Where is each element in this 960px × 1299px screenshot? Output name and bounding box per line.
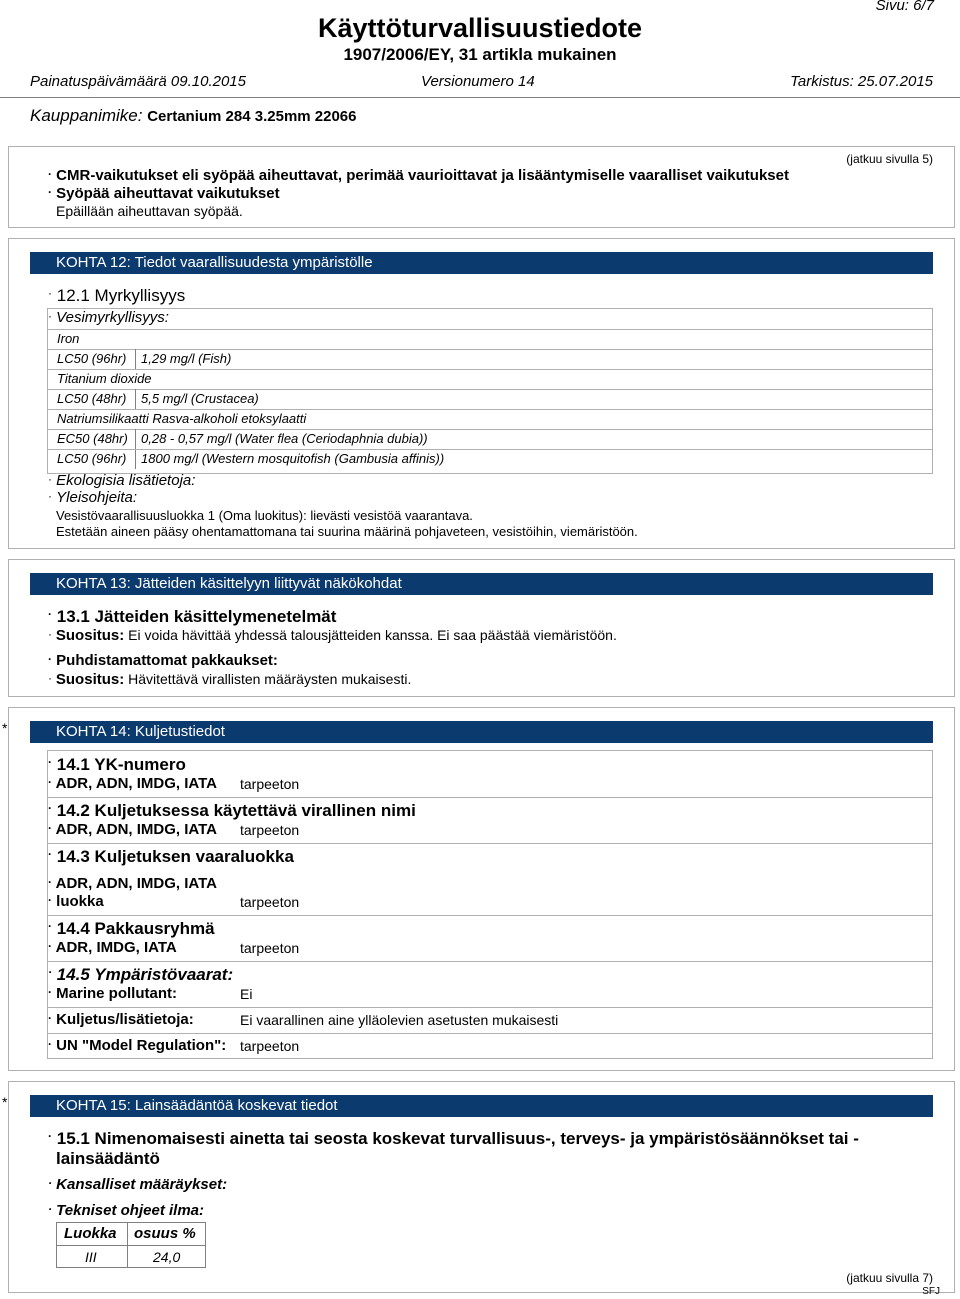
substance-silicate: Natriumsilikaatti Rasva-alkoholi etoksylaatti bbox=[57, 411, 307, 426]
page-number: Sivu: 6/7 bbox=[875, 0, 934, 14]
carcinogenic-text: Epäillään aiheuttavan syöpää. bbox=[56, 203, 243, 219]
un-number-heading: · 14.1 YK-numero bbox=[48, 755, 186, 774]
air-table-cell-class: III bbox=[85, 1249, 97, 1265]
continued-on-note: (jatkuu sivulla 7) bbox=[846, 1271, 933, 1285]
version-number: Versionumero 14 bbox=[421, 73, 535, 90]
hazard-class-value: tarpeeton bbox=[240, 894, 300, 910]
tox-line-1 bbox=[47, 329, 933, 330]
shipping-name-value: tarpeeton bbox=[240, 822, 300, 838]
un-number-value: tarpeeton bbox=[240, 776, 300, 792]
transport-info-value: Ei vaarallinen aine ylläolevien asetusten mukaisesti bbox=[240, 1012, 559, 1028]
transport-line-5 bbox=[47, 1007, 933, 1008]
hazard-class-heading: · 14.3 Kuljetuksen vaaraluokka bbox=[48, 847, 294, 866]
marine-pollutant-value: Ei bbox=[240, 986, 253, 1002]
packing-group-modes: · ADR, IMDG, IATA bbox=[48, 939, 177, 956]
unclean-packaging-heading: · Puhdistamattomat pakkaukset: bbox=[48, 652, 278, 669]
waste-methods-heading: · 13.1 Jätteiden käsittelymenetelmät bbox=[48, 607, 337, 626]
general-note-1: Vesistövaarallisuusluokka 1 (Oma luokitus): lievästi vesistöä vaarantava. bbox=[56, 508, 473, 523]
titanium-value: 5,5 mg/l (Crustacea) bbox=[141, 391, 259, 406]
trade-name-label: Kauppanimike: bbox=[30, 106, 143, 125]
footer-code: SFJ bbox=[922, 1286, 940, 1297]
continued-from-note: (jatkuu sivulla 5) bbox=[846, 152, 933, 166]
silicate-key-2: LC50 (96hr) bbox=[57, 451, 127, 466]
tox-line-4 bbox=[47, 389, 933, 390]
aquatic-toxicity-heading: · Vesimyrkyllisyys: bbox=[48, 309, 169, 326]
section15-change-marker: * bbox=[2, 1094, 8, 1110]
trade-name-value: Certanium 284 3.25mm 22066 bbox=[147, 108, 357, 125]
section13-title: KOHTA 13: Jätteiden käsittelyyn liittyvät näkökohdat bbox=[30, 573, 933, 595]
hazard-class-label: · luokka bbox=[48, 893, 104, 910]
air-table-vline bbox=[127, 1222, 128, 1268]
tox-line-5 bbox=[47, 409, 933, 410]
transport-line-6 bbox=[47, 1033, 933, 1034]
document-subtitle: 1907/2006/EY, 31 artikla mukainen bbox=[343, 45, 617, 64]
air-table-hline bbox=[56, 1245, 206, 1246]
air-table-cell-share: 24,0 bbox=[153, 1249, 181, 1265]
substance-titanium: Titanium dioxide bbox=[57, 371, 152, 386]
document-title: Käyttöturvallisuustiedote bbox=[317, 13, 643, 43]
un-model-regulation-label: · UN "Model Regulation": bbox=[48, 1037, 227, 1054]
national-regulations-heading: · Kansalliset määräykset: bbox=[48, 1176, 228, 1193]
transport-info-label: · Kuljetus/lisätietoja: bbox=[48, 1011, 194, 1028]
titanium-divider bbox=[135, 389, 136, 409]
tox-line-2 bbox=[47, 349, 933, 350]
tox-line-6 bbox=[47, 429, 933, 430]
packing-group-value: tarpeeton bbox=[240, 940, 300, 956]
air-table-header-class: Luokka bbox=[64, 1225, 117, 1242]
iron-value: 1,29 mg/l (Fish) bbox=[141, 351, 232, 366]
regulations-heading-line2: lainsäädäntö bbox=[56, 1149, 160, 1168]
transport-line-1 bbox=[47, 797, 933, 798]
shipping-name-modes: · ADR, ADN, IMDG, IATA bbox=[48, 821, 217, 838]
recommendation-1: · Suositus: Ei voida hävittää yhdessä talousjätteiden kanssa. Ei saa päästää viemäristöön. bbox=[48, 627, 617, 644]
marine-pollutant-label: · Marine pollutant: bbox=[48, 985, 177, 1002]
cmr-effects-heading: · CMR-vaikutukset eli syöpää aiheuttavat, perimää vaurioittavat ja lisääntymiselle vaaralliset vaikutukset bbox=[48, 167, 789, 184]
packing-group-heading: · 14.4 Pakkausryhmä bbox=[48, 919, 215, 938]
iron-divider bbox=[135, 349, 136, 369]
iron-key: LC50 (96hr) bbox=[57, 351, 127, 366]
tox-line-3 bbox=[47, 369, 933, 370]
titanium-key: LC50 (48hr) bbox=[57, 391, 127, 406]
section14-title: KOHTA 14: Kuljetustiedot bbox=[30, 721, 933, 743]
general-notes-heading: · Yleisohjeita: bbox=[48, 489, 138, 506]
silicate-value-1: 0,28 - 0,57 mg/l (Water flea (Ceriodaphnia dubia)) bbox=[141, 431, 428, 446]
transport-line-2 bbox=[47, 843, 933, 844]
print-date: Painatuspäivämäärä 09.10.2015 bbox=[30, 73, 246, 90]
transport-line-4 bbox=[47, 961, 933, 962]
silicate-key-1: EC50 (48hr) bbox=[57, 431, 128, 446]
section15-title: KOHTA 15: Lainsäädäntöä koskevat tiedot bbox=[30, 1095, 933, 1117]
technical-air-heading: · Tekniset ohjeet ilma: bbox=[48, 1202, 204, 1219]
un-model-regulation-value: tarpeeton bbox=[240, 1038, 300, 1054]
recommendation-2: · Suositus: Hävitettävä virallisten määräysten mukaisesti. bbox=[48, 671, 412, 688]
substance-iron: Iron bbox=[57, 331, 80, 346]
hazard-class-modes: · ADR, ADN, IMDG, IATA bbox=[48, 875, 217, 892]
section14-change-marker: * bbox=[2, 720, 8, 736]
transport-line-3 bbox=[47, 915, 933, 916]
env-hazards-heading: · 14.5 Ympäristövaarat: bbox=[48, 965, 234, 984]
tox-line-7 bbox=[47, 449, 933, 450]
header-divider bbox=[0, 97, 960, 98]
regulations-heading-line1: · 15.1 Nimenomaisesti ainetta tai seosta koskevat turvallisuus-, terveys- ja ympäristösäännökset tai - bbox=[48, 1129, 859, 1148]
carcinogenic-heading: · Syöpää aiheuttavat vaikutukset bbox=[48, 185, 280, 202]
air-table-header-share: osuus % bbox=[134, 1225, 196, 1242]
shipping-name-heading: · 14.2 Kuljetuksessa käytettävä virallinen nimi bbox=[48, 801, 416, 820]
toxicity-heading: · 12.1 Myrkyllisyys bbox=[48, 286, 186, 305]
eco-info-heading: · Ekologisia lisätietoja: bbox=[48, 472, 196, 489]
revision-date: Tarkistus: 25.07.2015 bbox=[790, 73, 933, 90]
silicate-value-2: 1800 mg/l (Western mosquitofish (Gambusia affinis)) bbox=[141, 451, 445, 466]
trade-name bbox=[30, 106, 357, 126]
section12-title: KOHTA 12: Tiedot vaarallisuudesta ympäristölle bbox=[30, 252, 933, 274]
un-number-modes: · ADR, ADN, IMDG, IATA bbox=[48, 775, 217, 792]
general-note-2: Estetään aineen pääsy ohentamattomana tai suurina määrinä pohjaveteen, vesistöihin, viemäristöön. bbox=[56, 524, 638, 539]
